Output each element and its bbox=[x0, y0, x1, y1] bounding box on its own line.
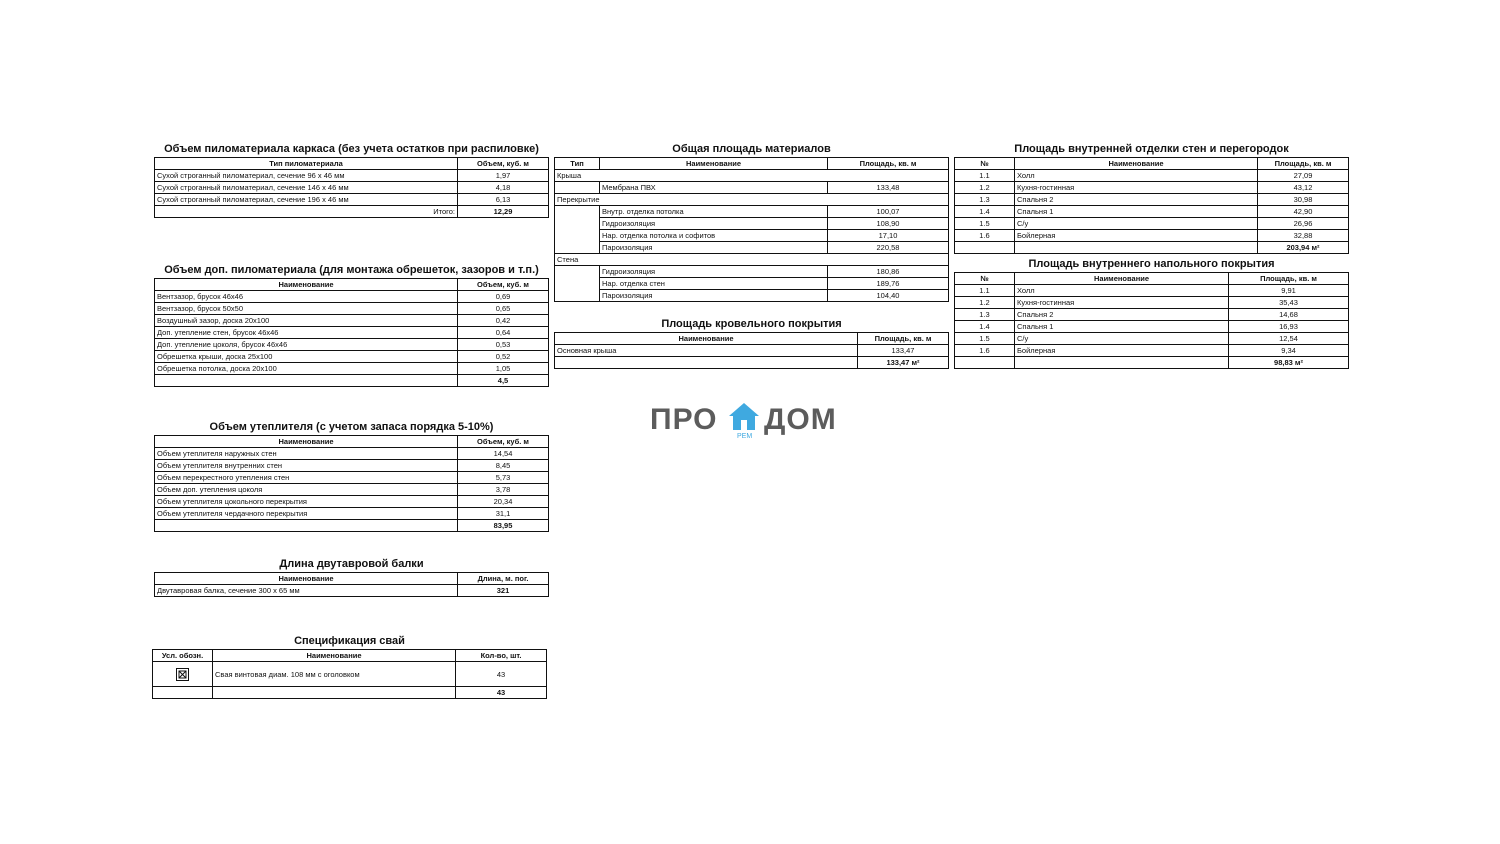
empty-cell bbox=[955, 242, 1015, 254]
cell-name: Вентзазор, брусок 50х50 bbox=[155, 303, 458, 315]
cell-value: 43,12 bbox=[1258, 182, 1349, 194]
table-row bbox=[555, 290, 949, 302]
cell-number: 1.4 bbox=[955, 321, 1015, 333]
table-row bbox=[155, 351, 549, 363]
cell-name: Кухня-гостинная bbox=[1015, 182, 1258, 194]
cell-name: Объем утеплителя цокольного перекрытия bbox=[155, 496, 458, 508]
total-value: 4,5 bbox=[458, 375, 549, 387]
empty-cell bbox=[555, 206, 600, 254]
insulation-table bbox=[154, 435, 549, 532]
col-header: Площадь, кв. м bbox=[1229, 273, 1349, 285]
ibeam-block bbox=[154, 558, 549, 597]
cell-name: Воздушный зазор, доска 20х100 bbox=[155, 315, 458, 327]
cell-value: 321 bbox=[458, 585, 549, 597]
total-row bbox=[155, 206, 549, 218]
table-row bbox=[555, 278, 949, 290]
cell-name: Нар. отделка стен bbox=[600, 278, 828, 290]
cell-name: Сухой строганный пиломатериал, сечение 146 х 46 мм bbox=[155, 182, 458, 194]
table-row bbox=[155, 448, 549, 460]
cell-value: 35,43 bbox=[1229, 297, 1349, 309]
cell-value: 1,05 bbox=[458, 363, 549, 375]
total-row bbox=[153, 687, 547, 699]
total-row bbox=[955, 242, 1349, 254]
cell-value: 9,34 bbox=[1229, 345, 1349, 357]
cell-value: 220,58 bbox=[828, 242, 949, 254]
cell-name: Холл bbox=[1015, 285, 1229, 297]
cell-value: 27,09 bbox=[1258, 170, 1349, 182]
piles-table bbox=[152, 649, 547, 699]
cell-name: Обрешетка крыши, доска 25х100 bbox=[155, 351, 458, 363]
cell-number: 1.5 bbox=[955, 333, 1015, 345]
cell-name: Холл bbox=[1015, 170, 1258, 182]
empty-cell bbox=[155, 520, 458, 532]
cell-name: Объем доп. утепления цоколя bbox=[155, 484, 458, 496]
cell-name: Пароизоляция bbox=[600, 290, 828, 302]
cell-value: 0,65 bbox=[458, 303, 549, 315]
cell-value: 16,93 bbox=[1229, 321, 1349, 333]
table-row bbox=[155, 508, 549, 520]
cell-name: Спальня 1 bbox=[1015, 206, 1258, 218]
group-row bbox=[555, 254, 949, 266]
cell-value: 108,90 bbox=[828, 218, 949, 230]
cell-value: 14,68 bbox=[1229, 309, 1349, 321]
cell-value: 3,78 bbox=[458, 484, 549, 496]
cell-value: 14,54 bbox=[458, 448, 549, 460]
logo-text-left: ПРО bbox=[650, 403, 718, 436]
table-row bbox=[955, 218, 1349, 230]
cell-name: Основная крыша bbox=[555, 345, 858, 357]
cell-value: 30,98 bbox=[1258, 194, 1349, 206]
cell-value: 1,97 bbox=[458, 170, 549, 182]
col-header: Наименование bbox=[155, 573, 458, 585]
cell-value: 189,76 bbox=[828, 278, 949, 290]
table-row bbox=[155, 303, 549, 315]
cell-value: 17,10 bbox=[828, 230, 949, 242]
empty-cell bbox=[155, 375, 458, 387]
table-row bbox=[155, 327, 549, 339]
cell-value: 5,73 bbox=[458, 472, 549, 484]
total-label: Итого: bbox=[155, 206, 458, 218]
group-row bbox=[555, 170, 949, 182]
col-header: Наименование bbox=[1015, 158, 1258, 170]
floors-block bbox=[954, 258, 1349, 369]
cell-number: 1.3 bbox=[955, 194, 1015, 206]
cell-value: 6,13 bbox=[458, 194, 549, 206]
col-header: Площадь, кв. м bbox=[1258, 158, 1349, 170]
cell-name: Кухня-гостинная bbox=[1015, 297, 1229, 309]
cell-value: 4,18 bbox=[458, 182, 549, 194]
cell-name: Мембрана ПВХ bbox=[600, 182, 828, 194]
logo-subtext: РЕМ bbox=[737, 433, 753, 440]
cell-name: Бойлерная bbox=[1015, 345, 1229, 357]
cell-name: Спальня 2 bbox=[1015, 194, 1258, 206]
materials-table bbox=[554, 157, 949, 302]
table-row bbox=[155, 315, 549, 327]
col-header: Тип bbox=[555, 158, 600, 170]
table-row bbox=[155, 363, 549, 375]
cell-value: 32,88 bbox=[1258, 230, 1349, 242]
cell-name: Нар. отделка потолка и софитов bbox=[600, 230, 828, 242]
cell-value: 43 bbox=[456, 662, 547, 687]
table-row bbox=[155, 170, 549, 182]
cell-number: 1.1 bbox=[955, 285, 1015, 297]
insulation-block bbox=[154, 421, 549, 532]
empty-cell bbox=[1015, 357, 1229, 369]
cell-number: 1.5 bbox=[955, 218, 1015, 230]
col-header: Кол-во, шт. bbox=[456, 650, 547, 662]
table-row bbox=[955, 309, 1349, 321]
cell-value: 0,64 bbox=[458, 327, 549, 339]
brand-logo bbox=[650, 402, 850, 442]
cell-name: Свая винтовая диам. 108 мм с оголовком bbox=[213, 662, 456, 687]
cell-value: 133,47 bbox=[858, 345, 949, 357]
table-row bbox=[555, 266, 949, 278]
table-row bbox=[155, 291, 549, 303]
total-row bbox=[555, 357, 949, 369]
total-row bbox=[955, 357, 1349, 369]
total-value: 12,29 bbox=[458, 206, 549, 218]
col-header: Длина, м. пог. bbox=[458, 573, 549, 585]
materials-block bbox=[554, 143, 949, 302]
roofing-title: Площадь кровельного покрытия bbox=[661, 318, 842, 330]
cell-name: Объем перекрестного утепления стен bbox=[155, 472, 458, 484]
floors-table bbox=[954, 272, 1349, 369]
cell-value: 133,48 bbox=[828, 182, 949, 194]
cell-name: Двутавровая балка, сечение 300 х 65 мм bbox=[155, 585, 458, 597]
lumber-block bbox=[154, 143, 549, 218]
cell-value: 8,45 bbox=[458, 460, 549, 472]
table-row bbox=[155, 484, 549, 496]
col-header: Площадь, кв. м bbox=[828, 158, 949, 170]
cell-name: Объем утеплителя чердачного перекрытия bbox=[155, 508, 458, 520]
table-row bbox=[955, 345, 1349, 357]
table-row bbox=[153, 662, 547, 687]
cell-name: Гидроизоляция bbox=[600, 218, 828, 230]
total-row bbox=[155, 375, 549, 387]
col-header: № bbox=[955, 158, 1015, 170]
table-row bbox=[555, 218, 949, 230]
cell-number: 1.6 bbox=[955, 230, 1015, 242]
total-row bbox=[155, 520, 549, 532]
table-row bbox=[955, 194, 1349, 206]
cell-value: 0,69 bbox=[458, 291, 549, 303]
total-value: 203,94 м² bbox=[1258, 242, 1349, 254]
table-row bbox=[555, 242, 949, 254]
cell-value: 12,54 bbox=[1229, 333, 1349, 345]
empty-cell bbox=[213, 687, 456, 699]
cell-number: 1.3 bbox=[955, 309, 1015, 321]
cell-value: 9,91 bbox=[1229, 285, 1349, 297]
table-row bbox=[155, 472, 549, 484]
cell-value: 100,07 bbox=[828, 206, 949, 218]
cell-value: 20,34 bbox=[458, 496, 549, 508]
table-row bbox=[955, 230, 1349, 242]
cell-value: 0,53 bbox=[458, 339, 549, 351]
col-header: Наименование bbox=[155, 436, 458, 448]
cell-number: 1.1 bbox=[955, 170, 1015, 182]
materials-title: Общая площадь материалов bbox=[672, 143, 831, 155]
col-header: Наименование bbox=[555, 333, 858, 345]
cell-name: Объем утеплителя внутренних стен bbox=[155, 460, 458, 472]
table-row bbox=[555, 206, 949, 218]
empty-cell bbox=[555, 266, 600, 302]
table-row bbox=[155, 460, 549, 472]
logo-text-right: ДОМ bbox=[764, 403, 837, 436]
total-value: 98,83 м² bbox=[1229, 357, 1349, 369]
table-row bbox=[955, 170, 1349, 182]
total-value: 83,95 bbox=[458, 520, 549, 532]
col-header: № bbox=[955, 273, 1015, 285]
table-row bbox=[955, 285, 1349, 297]
cell-name: Обрешетка потолка, доска 20х100 bbox=[155, 363, 458, 375]
cell-name: С/у bbox=[1015, 218, 1258, 230]
empty-cell bbox=[153, 687, 213, 699]
cell-value: 104,40 bbox=[828, 290, 949, 302]
extra-lumber-table bbox=[154, 278, 549, 387]
table-row bbox=[555, 182, 949, 194]
cell-name: Внутр. отделка потолка bbox=[600, 206, 828, 218]
piles-block bbox=[152, 635, 547, 699]
col-header: Наименование bbox=[155, 279, 458, 291]
group-row bbox=[555, 194, 949, 206]
cell-name: Спальня 2 bbox=[1015, 309, 1229, 321]
group-type: Стена bbox=[555, 254, 949, 266]
cell-name: Сухой строганный пиломатериал, сечение 96 х 46 мм bbox=[155, 170, 458, 182]
cell-name: С/у bbox=[1015, 333, 1229, 345]
cell-value: 42,90 bbox=[1258, 206, 1349, 218]
table-row bbox=[555, 345, 949, 357]
cell-number: 1.4 bbox=[955, 206, 1015, 218]
empty-cell bbox=[1015, 242, 1258, 254]
table-row bbox=[155, 182, 549, 194]
cell-name: Доп. утепление стен, брусок 46х46 bbox=[155, 327, 458, 339]
piles-title: Спецификация свай bbox=[294, 635, 405, 647]
cell-name: Сухой строганный пиломатериал, сечение 196 х 46 мм bbox=[155, 194, 458, 206]
lumber-title: Объем пиломатериала каркаса (без учета остатков при распиловке) bbox=[164, 143, 539, 155]
col-header: Наименование bbox=[1015, 273, 1229, 285]
group-type: Перекрытие bbox=[555, 194, 949, 206]
extra-lumber-block bbox=[154, 264, 549, 387]
roofing-table bbox=[554, 332, 949, 369]
cell-number: 1.2 bbox=[955, 297, 1015, 309]
ibeam-title: Длина двутавровой балки bbox=[279, 558, 424, 570]
pile-symbol-cell bbox=[153, 662, 213, 687]
table-row bbox=[155, 339, 549, 351]
pile-symbol-icon bbox=[176, 668, 189, 681]
floors-title: Площадь внутреннего напольного покрытия bbox=[1028, 258, 1275, 270]
cell-name: Спальня 1 bbox=[1015, 321, 1229, 333]
walls-title: Площадь внутренней отделки стен и перегородок bbox=[1014, 143, 1289, 155]
roofing-block bbox=[554, 318, 949, 369]
table-row bbox=[955, 333, 1349, 345]
col-header: Наименование bbox=[213, 650, 456, 662]
group-type: Крыша bbox=[555, 170, 949, 182]
col-header: Площадь, кв. м bbox=[858, 333, 949, 345]
lumber-table bbox=[154, 157, 549, 218]
cell-name: Вентзазор, брусок 46х46 bbox=[155, 291, 458, 303]
col-header: Усл. обозн. bbox=[153, 650, 213, 662]
cell-name: Бойлерная bbox=[1015, 230, 1258, 242]
cell-name: Доп. утепление цоколя, брусок 46х46 bbox=[155, 339, 458, 351]
empty-cell bbox=[955, 357, 1015, 369]
walls-table bbox=[954, 157, 1349, 254]
table-row bbox=[555, 230, 949, 242]
col-header: Объем, куб. м bbox=[458, 279, 549, 291]
cell-name: Гидроизоляция bbox=[600, 266, 828, 278]
cell-number: 1.2 bbox=[955, 182, 1015, 194]
empty-cell bbox=[555, 357, 858, 369]
total-value: 133,47 м² bbox=[858, 357, 949, 369]
cell-value: 180,86 bbox=[828, 266, 949, 278]
table-row bbox=[955, 321, 1349, 333]
cell-number: 1.6 bbox=[955, 345, 1015, 357]
cell-value: 0,52 bbox=[458, 351, 549, 363]
cell-value: 0,42 bbox=[458, 315, 549, 327]
table-row bbox=[955, 297, 1349, 309]
table-row bbox=[155, 585, 549, 597]
col-header: Объем, куб. м bbox=[458, 158, 549, 170]
col-header: Объем, куб. м bbox=[458, 436, 549, 448]
house-icon bbox=[728, 402, 760, 432]
table-row bbox=[155, 194, 549, 206]
insulation-title: Объем утеплителя (с учетом запаса порядка 5-10%) bbox=[209, 421, 494, 433]
col-header: Наименование bbox=[600, 158, 828, 170]
table-row bbox=[955, 182, 1349, 194]
walls-block bbox=[954, 143, 1349, 254]
ibeam-table bbox=[154, 572, 549, 597]
empty-cell bbox=[555, 182, 600, 194]
cell-value: 31,1 bbox=[458, 508, 549, 520]
table-row bbox=[155, 496, 549, 508]
extra-lumber-title: Объем доп. пиломатериала (для монтажа обрешеток, зазоров и т.п.) bbox=[164, 264, 539, 276]
cell-value: 26,96 bbox=[1258, 218, 1349, 230]
cell-name: Пароизоляция bbox=[600, 242, 828, 254]
total-value: 43 bbox=[456, 687, 547, 699]
cell-name: Объем утеплителя наружных стен bbox=[155, 448, 458, 460]
table-row bbox=[955, 206, 1349, 218]
col-header: Тип пиломатериала bbox=[155, 158, 458, 170]
